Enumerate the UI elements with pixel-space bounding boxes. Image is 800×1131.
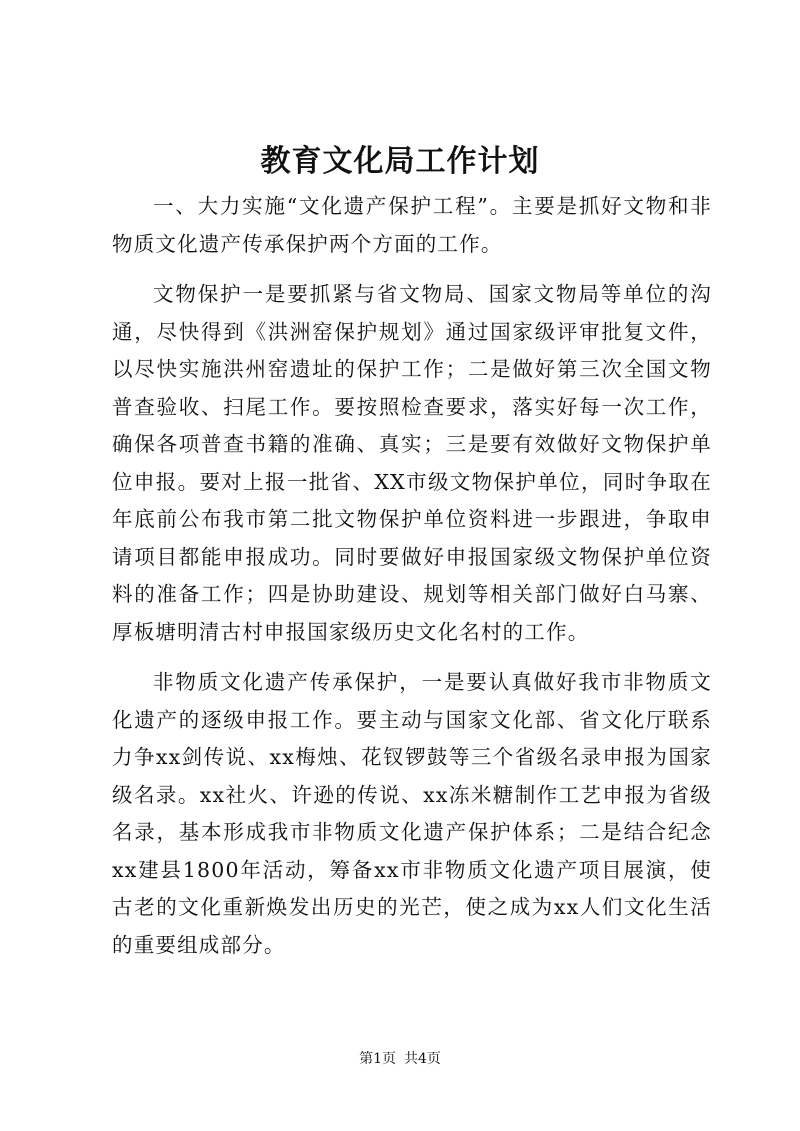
page-total: 共4页 — [404, 1051, 441, 1067]
page-number: 第1页 — [359, 1051, 396, 1067]
document-body — [112, 188, 712, 977]
document-title: 教育文化局工作计划 — [260, 144, 540, 179]
paragraph-section-one: 一、大力实施“文化遗产保护工程”。主要是抓好文物和非物质文化遗产传承保护两个方面的工作。 — [112, 194, 712, 256]
paragraph-intangible-heritage: 非物质文化遗产传承保护，一是要认真做好我市非物质文化遗产的逐级申报工作。要主动与国家文化部、省文化厅联系力争xx剑传说、xx梅烛、花钗锣鼓等三个省级名录申报为国家级名录。xx社火、许逊的传说、xx冻米糖制作工艺申报为省级名录，基本形成我市非物质文化遗产保护体系；二是结合纪念xx建县1800年活动，筹备xx市非物质文化遗产项目展演，使古老的文化重新焕发出历史的光芒，使之成为xx人们文化生活的重要组成部分。 — [112, 670, 712, 957]
page-footer — [0, 1049, 800, 1069]
paragraph-cultural-relics: 文物保护一是要抓紧与省文物局、国家文物局等单位的沟通，尽快得到《洪洲窑保护规划》通过国家级评审批复文件，以尽快实施洪州窑遗址的保护工作；二是做好第三次全国文物普查验收、扫尾工作。要按照检查要求，落实好每一次工作，确保各项普查书籍的准确、真实；三是要有效做好文物保护单位申报。要对上报一批省、XX市级文物保护单位，同时争取在年底前公布我市第二批文物保护单位资料进一步跟进，争取申请项目都能申报成功。同时要做好申报国家级文物保护单位资料的准备工作；四是协助建设、规划等相关部门做好白马寨、厚板塘明清古村申报国家级历史文化名村的工作。 — [112, 282, 712, 644]
